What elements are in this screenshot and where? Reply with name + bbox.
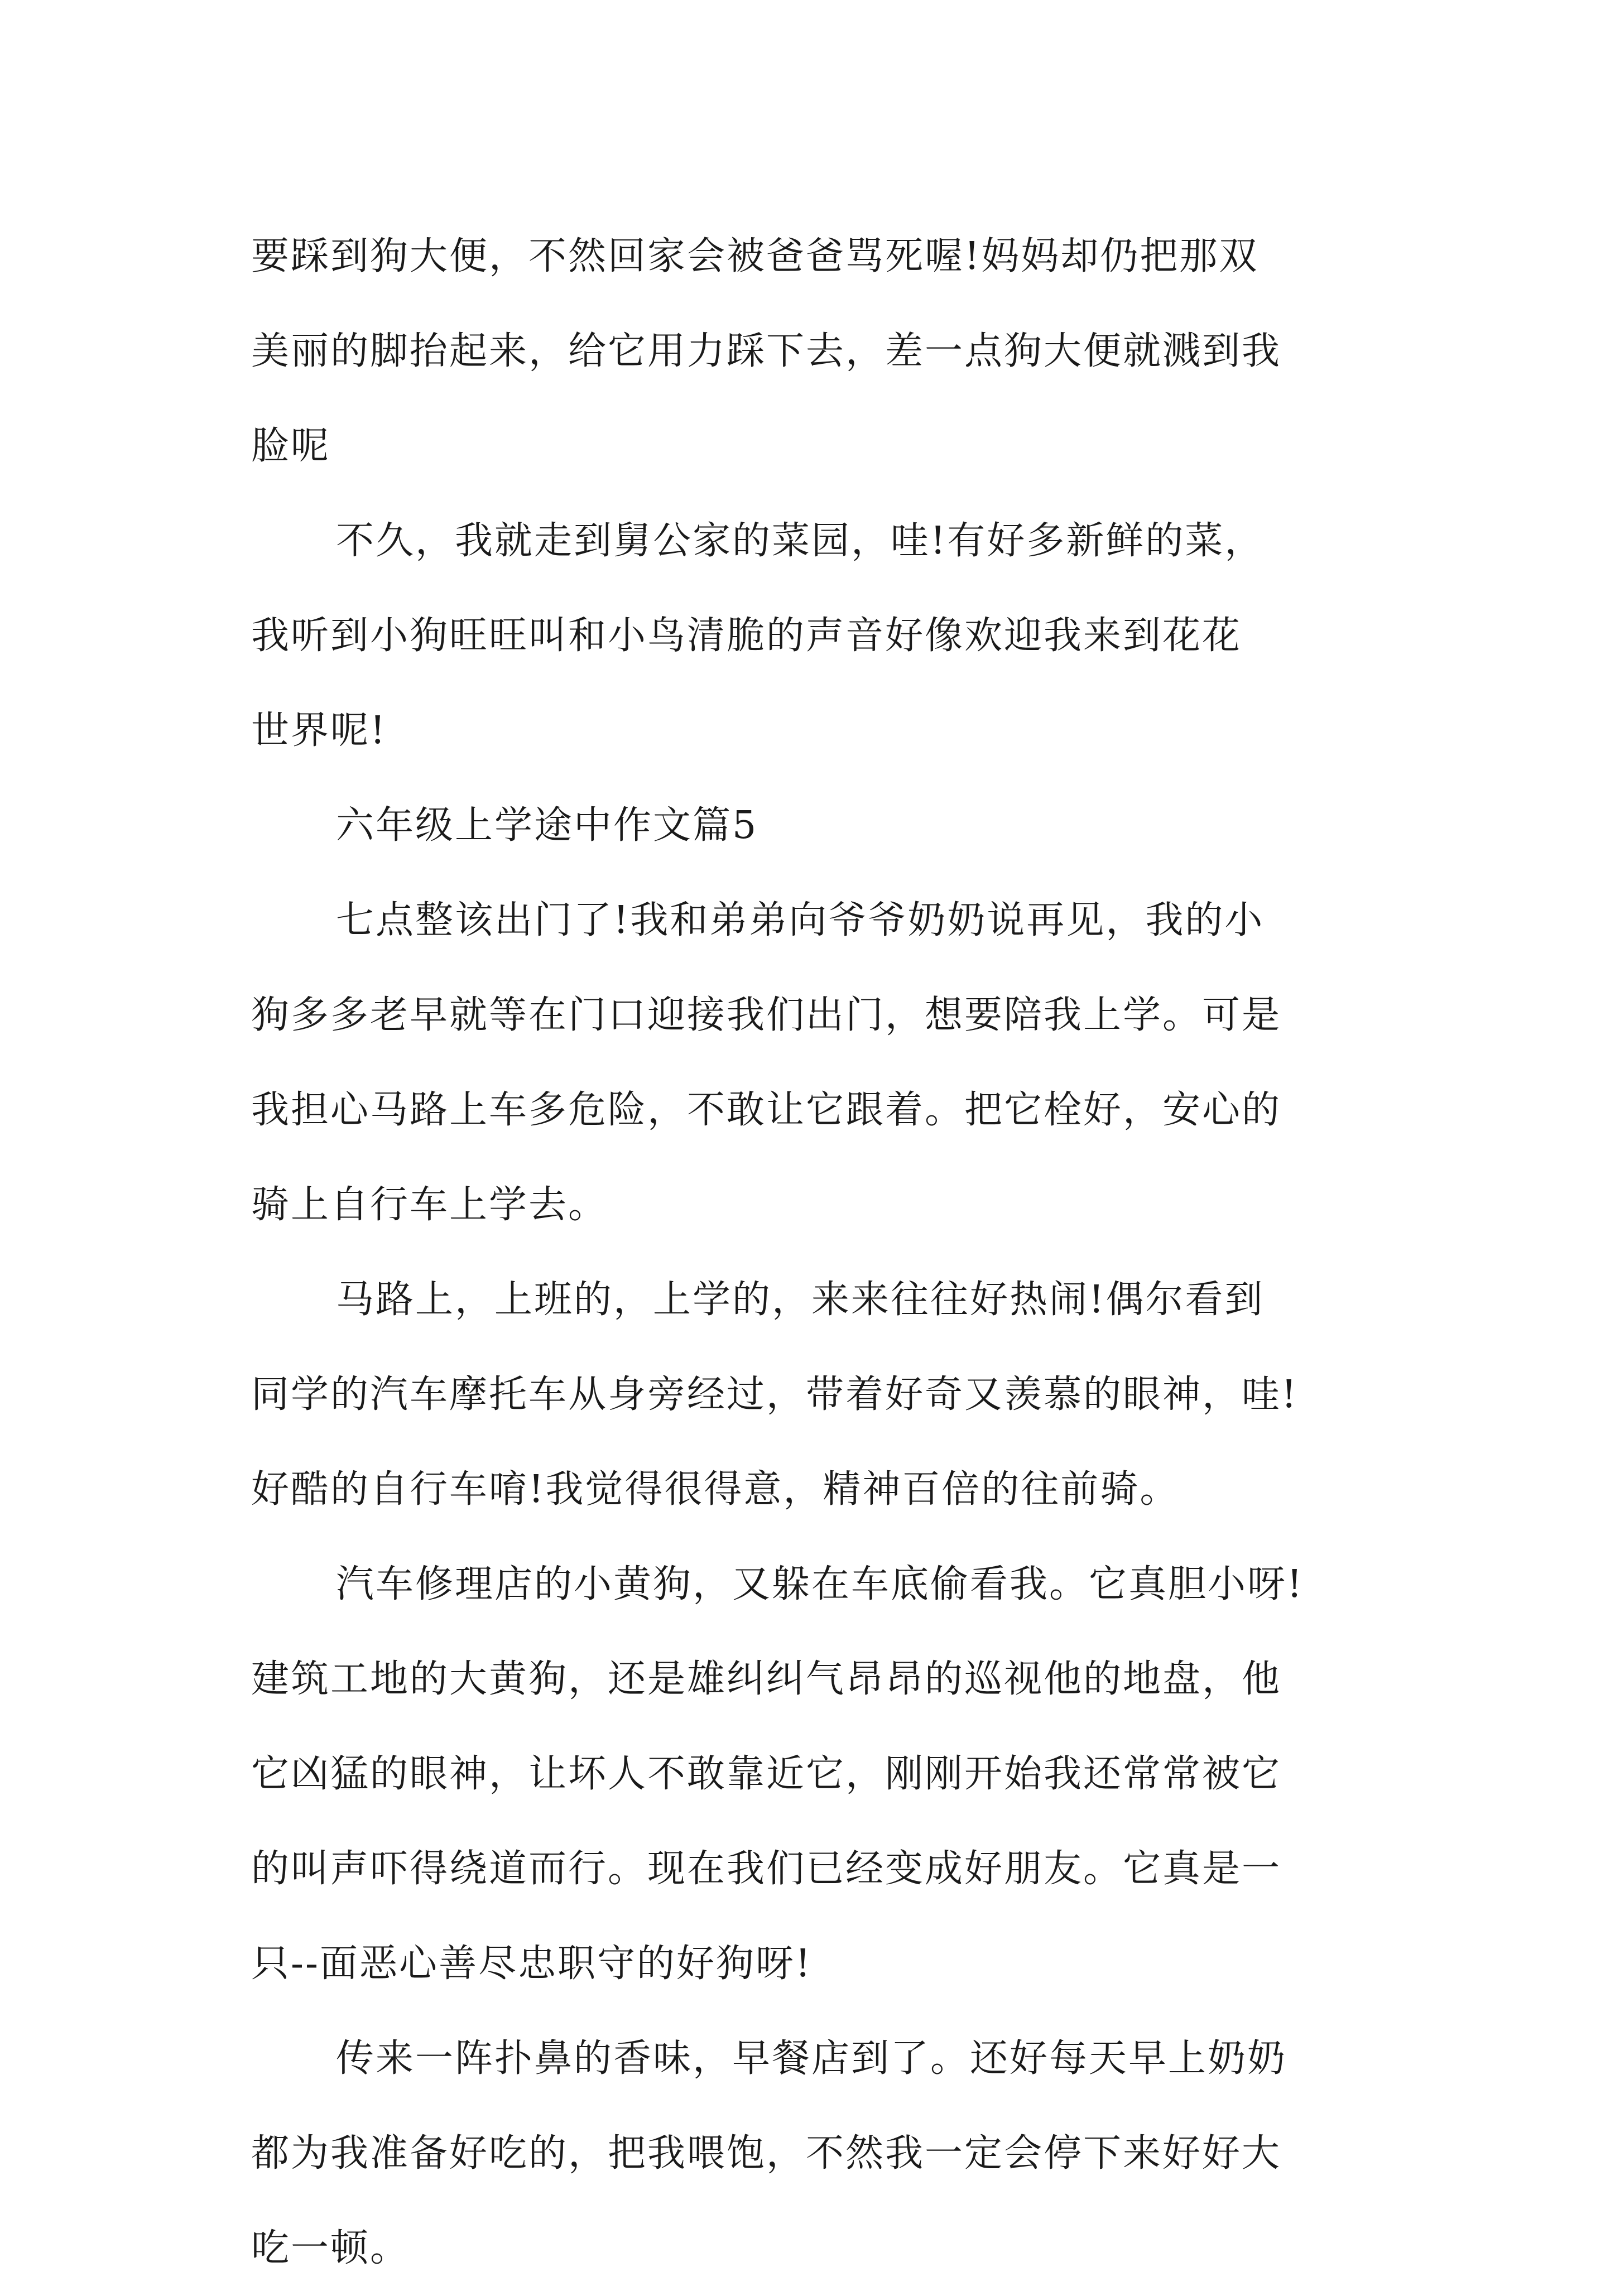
text-line: 世界呢! bbox=[251, 709, 387, 753]
paragraph-start-line: 马路上，上班的，上学的，来来往往好热闹!偶尔看到 bbox=[336, 1278, 1265, 1322]
paragraph-start-line: 不久，我就走到舅公家的菜园，哇!有好多新鲜的菜， bbox=[336, 519, 1265, 563]
text-line: 都为我准备好吃的，把我喂饱，不然我一定会停下来好好大 bbox=[251, 2131, 1282, 2175]
text-line: 只--面恶心善尽忠职守的好狗呀! bbox=[251, 1942, 813, 1986]
text-line: 我听到小狗旺旺叫和小鸟清脆的声音好像欢迎我来到花花 bbox=[251, 614, 1242, 658]
text-line: 骑上自行车上学去。 bbox=[251, 1183, 608, 1227]
text-line: 吃一顿。 bbox=[251, 2226, 410, 2270]
text-line: 美丽的脚抬起来，给它用力踩下去，差一点狗大便就溅到我 bbox=[251, 329, 1282, 373]
document-body bbox=[251, 209, 1390, 2296]
text-line: 同学的汽车摩托车从身旁经过，带着好奇又羡慕的眼神，哇! bbox=[251, 1373, 1299, 1417]
text-line: 建筑工地的大黄狗，还是雄纠纠气昂昂的巡视他的地盘，他 bbox=[251, 1657, 1282, 1701]
paragraph-start-line: 传来一阵扑鼻的香味，早餐店到了。还好每天早上奶奶 bbox=[336, 2037, 1287, 2081]
paragraph-start-line: 汽车修理店的小黄狗，又躲在车底偷看我。它真胆小呀! bbox=[336, 1562, 1304, 1606]
text-line: 的叫声吓得绕道而行。现在我们已经变成好朋友。它真是一 bbox=[251, 1847, 1282, 1891]
text-line: 它凶猛的眼神，让坏人不敢靠近它，刚刚开始我还常常被它 bbox=[251, 1752, 1282, 1796]
text-line: 好酷的自行车唷!我觉得很得意，精神百倍的往前骑。 bbox=[251, 1467, 1180, 1512]
text-line: 要踩到狗大便，不然回家会被爸爸骂死喔!妈妈却仍把那双 bbox=[251, 234, 1259, 278]
text-line: 脸呢 bbox=[251, 424, 331, 468]
text-line: 狗多多老早就等在门口迎接我们出门，想要陪我上学。可是 bbox=[251, 993, 1282, 1037]
text-line: 我担心马路上车多危险，不敢让它跟着。把它栓好，安心的 bbox=[251, 1088, 1282, 1132]
section-heading: 六年级上学途中作文篇5 bbox=[336, 803, 758, 848]
paragraph-start-line: 七点整该出门了!我和弟弟向爷爷奶奶说再见，我的小 bbox=[336, 898, 1265, 942]
